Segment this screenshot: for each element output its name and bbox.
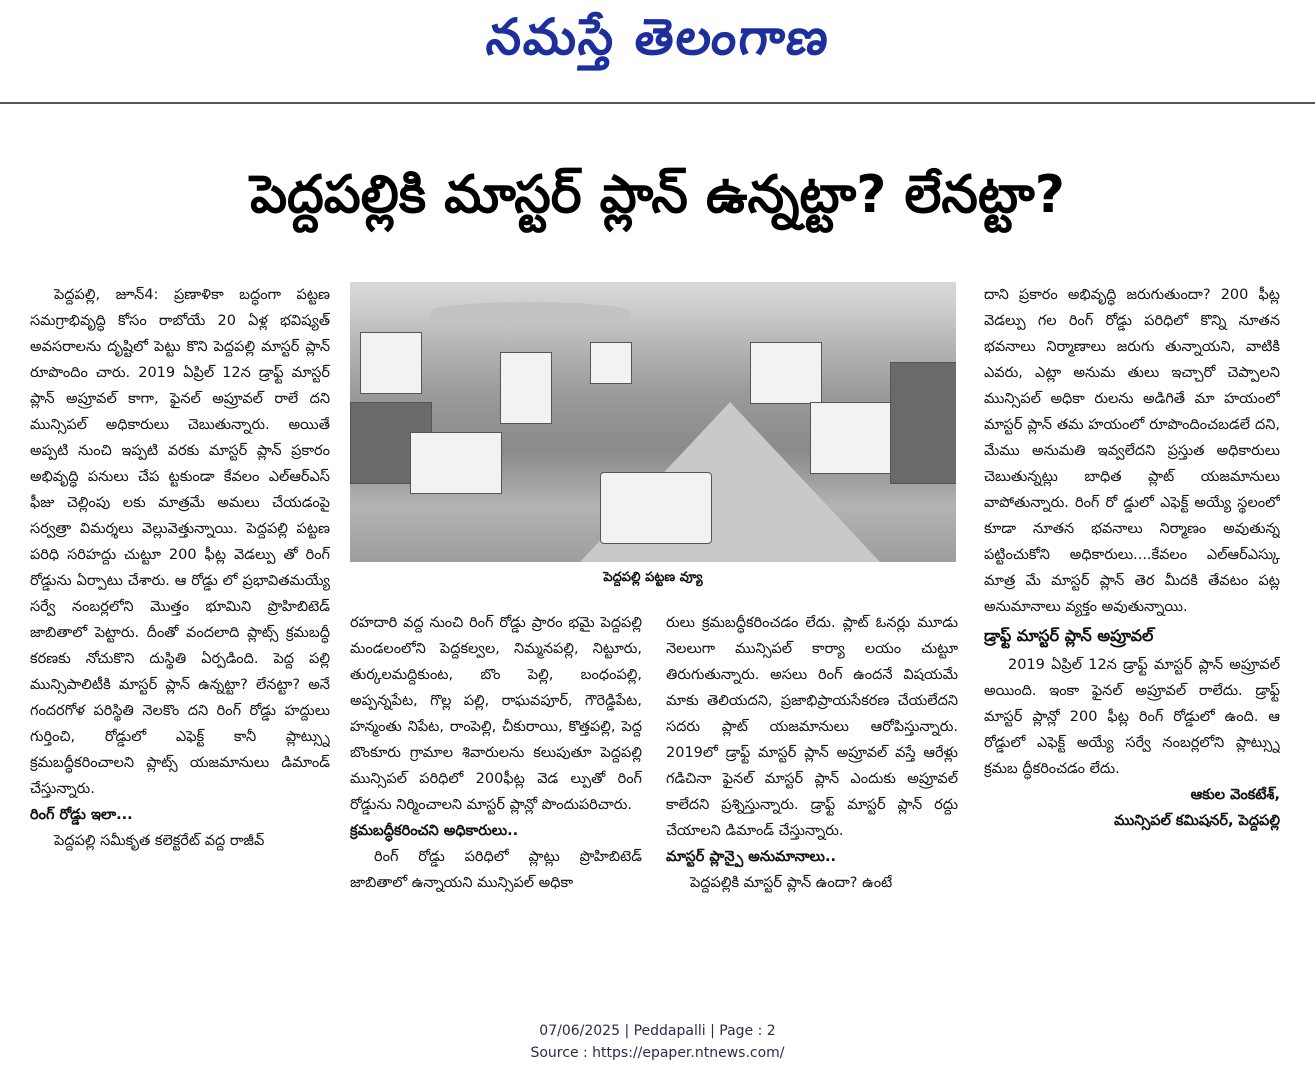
- subheading: క్రమబద్ధీకరించని అధికారులు..: [350, 823, 519, 839]
- byline-title: మున్సిపల్ కమిషనర్, పెద్దపల్లి: [1113, 813, 1280, 829]
- photo-building: [890, 362, 956, 484]
- photo-building: [750, 342, 822, 404]
- byline-name: ఆకుల వెంకటేశ్,: [1190, 787, 1280, 803]
- paragraph: 2019 ఏప్రిల్ 12న డ్రాఫ్ట్ మాస్టర్ ప్లాన్ అప్రూవల్ అయింది. ఇంకా ఫైనల్ అప్రూవల్ రాలేదు. డ్రాఫ్ట్ మాస్టర్ ప్లాన్లో 200 ఫీట్ల రింగ్ రోడ్డులో ఉంది. ఆ రోడ్డులో ఎఫెక్ట్ అయ్యే సర్వే నంబర్లలోని ప్లాట్స్ను క్రమబ ద్ధీకరించడం లేదు.: [984, 657, 1280, 777]
- paragraph: రులు క్రమబద్ధీకరించడం లేదు. ప్లాట్ ఓనర్లు మూడు నెలలుగా మున్సిపల్ కార్యా లయం చుట్టూ తిరుగుతున్నారు. అసలు రింగ్ ఉందనే విషయమే మాకు తెలియదని, ప్రజాభిప్రాయసేకరణ చేయలేదని సదరు ప్లాట్ యజమానులు ఆరోపిస్తున్నారు. 2019లో డ్రాఫ్ట్ మాస్టర్ ప్లాన్ అప్రూవల్ వస్తే ఆరేళ్లు గడిచినా ఫైనల్ మాస్టర్ ప్లాన్ ఎందుకు అప్రూవల్ కాలేదని ప్రశ్నిస్తున్నారు. డ్రాఫ్ట్ మాస్టర్ ప్లాన్ రద్దు చేయాలని డిమాండ్ చేస్తున్నారు.: [666, 615, 958, 839]
- paragraph: రహదారి వద్ద నుంచి రింగ్ రోడ్డు ప్రారం భమై పెద్దపల్లి మండలంలోని పెద్దకల్వల, నిమ్మనపల్లి, నిట్టూరు, తుర్కలమద్దికుంట, బొం పెల్లి, బంధంపల్లి, అప్పన్నపేట, గొల్ల పల్లి, రాఘవపూర్, గౌరెడ్డిపేట, హన్మంతు నిపేట, రాంపెల్లి, చీకురాయి, కొత్తపల్లి, పెద్ద బొంకూరు గ్రామాల శివారులను కలుపుతూ పెద్దపల్లి మున్సిపల్ పరిధిలో 200ఫీట్ల వెడ ల్పుతో రింగ్ రోడ్డును నిర్మించాలని మాస్టర్ ప్లాన్లో పొందుపరిచారు.: [350, 615, 642, 813]
- photo-building: [500, 352, 552, 424]
- photo-building: [810, 402, 902, 474]
- photo-hill: [430, 302, 630, 322]
- subheading: డ్రాఫ్ట్ మాస్టర్ ప్లాన్ అప్రూవల్: [984, 626, 1154, 645]
- page-footer: [0, 1020, 1315, 1064]
- article-column-3: [666, 610, 958, 972]
- photo-structure: [600, 472, 712, 544]
- article-column-1: [30, 282, 330, 972]
- paragraph: దాని ప్రకారం అభివృద్ధి జరుగుతుందా? 200 ఫీట్ల వెడల్పు గల రింగ్ రోడ్డు పరిధిలో కొన్ని నూతన భవనాలు నిర్మాణాలు జరుగు తున్నాయని, వాటికి ఎవరు, ఎట్లా అనుమ తులు ఇచ్చారో చెప్పాలని మున్సిపల్ అధికా రులను అడిగితే మా హయంలో మాస్టర్ ప్లాన్ తమ హయంలో రూపొందించబడలే దని, మేము అనుమతి ఇవ్వలేదని ప్రస్తుత అధికారులు చెబుతున్నట్లు బాధిత ప్లాట్ యజమానులు వాపోతున్నారు. రింగ్ రో డ్డులో ఎఫెక్ట్ అయ్యే స్థలంలో కూడా నూతన భవనాలు నిర్మాణం అవుతున్న పట్టించుకోని అధికారులు....కేవలం ఎల్ఆర్ఎస్కు మాత్ర మే మాస్టర్ ప్లాన్ తెర మీదకి తేవటం పట్ల అనుమానాలు వ్యక్తం అవుతున్నాయి.: [984, 287, 1280, 615]
- photo-building: [410, 432, 502, 494]
- subheading: మాస్టర్ ప్లాన్పై అనుమానాలు..: [666, 849, 836, 865]
- masthead-divider: [0, 102, 1315, 104]
- paragraph: రింగ్ రోడ్డు పరిధిలో ప్లాట్లు ప్రొహిబిటెడ్ జాబితాలో ఉన్నాయని మున్సిపల్ అధికా: [350, 849, 642, 891]
- article-column-4: [984, 282, 1280, 972]
- footer-source: Source : https://epaper.ntnews.com/: [530, 1045, 785, 1061]
- masthead: [0, 0, 1315, 100]
- paragraph: పెద్దపల్లి సమీకృత కలెక్టరేట్ వద్ద రాజీవ్: [54, 833, 265, 849]
- paragraph: పెద్దపల్లి, జూన్4: ప్రణాళికా బద్ధంగా పట్టణ సమగ్రాభివృద్ధి కోసం రాబోయే 20 ఏళ్ల భవిష్యత్ అవసరాలను దృష్టిలో పెట్టు కొని పెద్దపల్లి మాస్టర్ ప్లాన్ రూపొందిం చారు. 2019 ఏప్రిల్ 12న డ్రాఫ్ట్ మాస్టర్ ప్లాన్ అప్రూవల్ కాగా, ఫైనల్ అప్రూవల్ రాలే దని మున్సిపల్ అధికారులు చెబుతున్నారు. అయితే అప్పటి నుంచి ఇప్పటి వరకు మాస్టర్ ప్లాన్ ప్రకారం అభివృద్ధి పనులు చేప ట్టకుండా కేవలం ఎల్ఆర్ఎస్ ఫీజు చెల్లింపు లకు మాత్రమే అమలు చేయడంపై సర్వత్రా విమర్శలు వెల్లువెత్తున్నాయి. పెద్దపల్లి పట్టణ పరిధి సరిహద్దు చుట్టూ 200 ఫీట్ల వెడల్పు తో రింగ్ రోడ్డును ఏర్పాటు చేశారు. ఆ రోడ్డు లో ప్రభావితమయ్యే సర్వే నంబర్లలోని మొత్తం భూమిని ప్రొహిబిటెడ్ జాబితాలో పెట్టారు. దీంతో వందలాది ప్లాట్స్ క్రమబద్ధీ కరణకు నోచుకొని దుస్థితి ఏర్పడింది. పెద్ద పల్లి మున్సిపాలిటీకి మాస్టర్ ప్లాన్ ఉన్నట్టా? లేనట్టా? అనే గందరగోళ పరిస్థితి నెలకొం దని రింగ్ రోడ్డు హద్దులు గుర్తించి, రోడ్డులో ఎఫెక్ట్ కానీ ప్లాట్స్ను క్రమబద్ధీకరించాలని ప్లాట్స్ యజమానులు డిమాండ్ చేస్తున్నారు.: [30, 287, 330, 797]
- paragraph: పెద్దపల్లికి మాస్టర్ ప్లాన్ ఉందా? ఉంటే: [690, 875, 893, 891]
- photo-caption: పెద్దపల్లి పట్టణ వ్యూ: [603, 570, 703, 585]
- subheading: రింగ్ రోడ్డు ఇలా...: [30, 807, 133, 823]
- photo-building: [590, 342, 632, 384]
- article-column-2: [350, 610, 642, 972]
- article-headline: పెద్దపల్లికి మాస్టర్ ప్లాన్ ఉన్నట్టా? లేనట్టా?: [250, 165, 1065, 225]
- photo-building: [360, 332, 422, 394]
- newspaper-logo: నమస్తే తెలంగాణ: [483, 8, 834, 66]
- footer-date-page: 07/06/2025 | Peddapalli | Page : 2: [539, 1023, 776, 1039]
- town-view-photo: [350, 282, 956, 562]
